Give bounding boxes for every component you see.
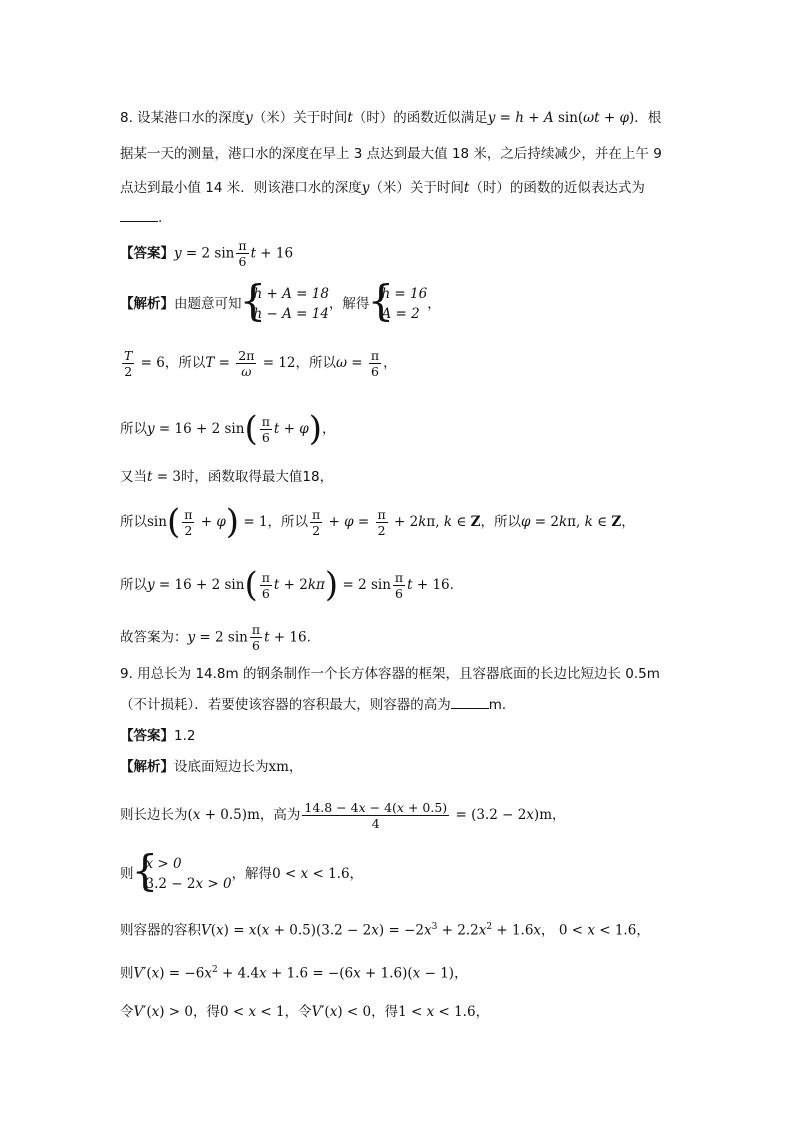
q8-analysis-3: 所以y = 16 + 2 sin( $\frac{\pi}{6}$ t + φ)， — [120, 409, 336, 449]
q9-text: ，令 — [284, 1004, 312, 1020]
q8-text: 由题意可知 — [174, 296, 242, 312]
q8-text: 故答案为： — [120, 629, 188, 646]
q9-text: 则长边长为 — [120, 807, 188, 823]
q9-line-1: 9. 用总长为 14.8m 的钢条制作一个长方体容器的框架，且容器底面的长边比短边长 0.5m — [120, 666, 660, 682]
analysis-tag: 【解析】 — [120, 296, 174, 312]
q8-analysis-4: 又当t = 3时，函数取得最大值18， — [120, 469, 334, 485]
answer-tag: 【答案】 — [120, 728, 174, 744]
q9-analysis-2: 则长边长为(x + 0.5)m，高为 $\frac{14.8 - 4x - 4(x + 0.5)}{4}$ = (3.2 − 2x)m， — [120, 799, 566, 831]
q8-text: 所以 — [120, 421, 147, 437]
q9-text: 则 — [120, 866, 134, 882]
answer-tag: 【答案】 — [120, 245, 174, 262]
q9-text: 则 — [120, 965, 134, 982]
q8-line-2: 据某一天的测量，港口水的深度在早上 3 点达到最大值 18 米，之后持续减少，并在上午 9 — [120, 146, 662, 162]
q8-analysis-5: 所以sin( $\frac{\pi}{2}$ + φ) = 1，所以 $\frac{\pi}{2}$ + φ = $\frac{\pi}{2}$ + 2kπ, k ∈ Z，所以φ = 2kπ, k ∈ Z， — [120, 502, 635, 542]
q8-text: ．根 — [634, 110, 662, 126]
q9-text: ，解得 — [231, 866, 273, 882]
q9-text: 则容器的容积 — [120, 922, 201, 939]
q9-text: ，得 — [371, 1004, 399, 1020]
q9-line-2 — [120, 695, 676, 715]
q8-text: （时）的函数的近似表达式为 — [469, 180, 645, 196]
q9-text: m． — [488, 697, 516, 713]
q8-analysis-2: $\frac{T}{2}$ = 6，所以T = $\frac{2\pi}{\omega}$ = 12，所以ω = $\frac{\pi}{6}$ ， — [124, 347, 397, 379]
q8-analysis-1: 【解析】由题意可知 { h + A = 18 h − A = 14 ，解得 { h = 16 A = 2 ， — [120, 282, 676, 326]
answer-blank — [451, 696, 489, 709]
q9-analysis-1: 【解析】设底面短边长为xm， — [120, 759, 303, 775]
q8-text: （时）的函数近似满足 — [352, 110, 488, 126]
q8-text: 点达到最小值 14 米．则该港口水的深度 — [120, 180, 362, 196]
q9-analysis-4: 则容器的容积$V(x) = x(x + 0.5)(3.2 - 2x) = -2x^3 + 2.2x^2 + 1.6x$， 0 < x < 1.6， — [120, 922, 650, 939]
q9-answer-value: 1.2 — [174, 728, 196, 744]
q9-text: ，高为 — [259, 807, 301, 823]
q8-line-3: 点达到最小值 14 米．则该港口水的深度y（米）关于时间t（时）的函数的近似表达式为 — [120, 180, 645, 196]
q8-text: 又当 — [120, 469, 147, 485]
q8-text: （米）关于时间 — [252, 110, 348, 126]
q9-text: ，得 — [193, 1004, 220, 1020]
q8-blank-line: . — [120, 208, 676, 228]
q8-formula: y — [487, 110, 496, 126]
q9-text: 令 — [120, 1004, 134, 1020]
answer-blank — [120, 209, 158, 222]
q8-text: （米）关于时间 — [369, 180, 464, 196]
q9-analysis-3: 则 { x > 0 3.2 − 2x > 0 ，解得0 < x < 1.6， — [120, 852, 676, 896]
analysis-tag: 【解析】 — [120, 759, 174, 775]
q8-analysis-6: 所以y = 16 + 2 sin( $\frac{\pi}{6}$ t + 2kπ) = 2 sin $\frac{\pi}{6}$ t + 16. — [120, 565, 454, 605]
q8-text: ，解得 — [328, 296, 370, 312]
q8-text: 时，函数取得最大值18， — [180, 469, 334, 485]
q8-answer: 【答案】y = 2 sin $\frac{\pi}{6}$ t + 16 — [120, 238, 294, 269]
q9-answer — [120, 726, 676, 746]
q9-text: 设底面短边长为 — [174, 759, 269, 775]
q8-text: 8. 设某港口水的深度 — [120, 110, 246, 126]
q9-analysis-6: 令V′(x) > 0，得0 < x < 1，令V′(x) < 0，得1 < x < 1.6， — [120, 1004, 490, 1020]
q9-text: （不计损耗）．若要使该容器的容积最大，则容器的高为 — [120, 697, 451, 713]
q8-final: 故答案为：y = 2 sin $\frac{\pi}{6}$ t + 16. — [120, 622, 311, 653]
q9-analysis-5: 则$V'(x) = -6x^2 + 4.4x + 1.6 = -(6x + 1.6)(x - 1)$， — [120, 965, 468, 982]
q8-line-1: 8. 设某港口水的深度y（米）关于时间t（时）的函数近似满足y = h + A sin(ωt + φ)．根 — [120, 110, 662, 126]
